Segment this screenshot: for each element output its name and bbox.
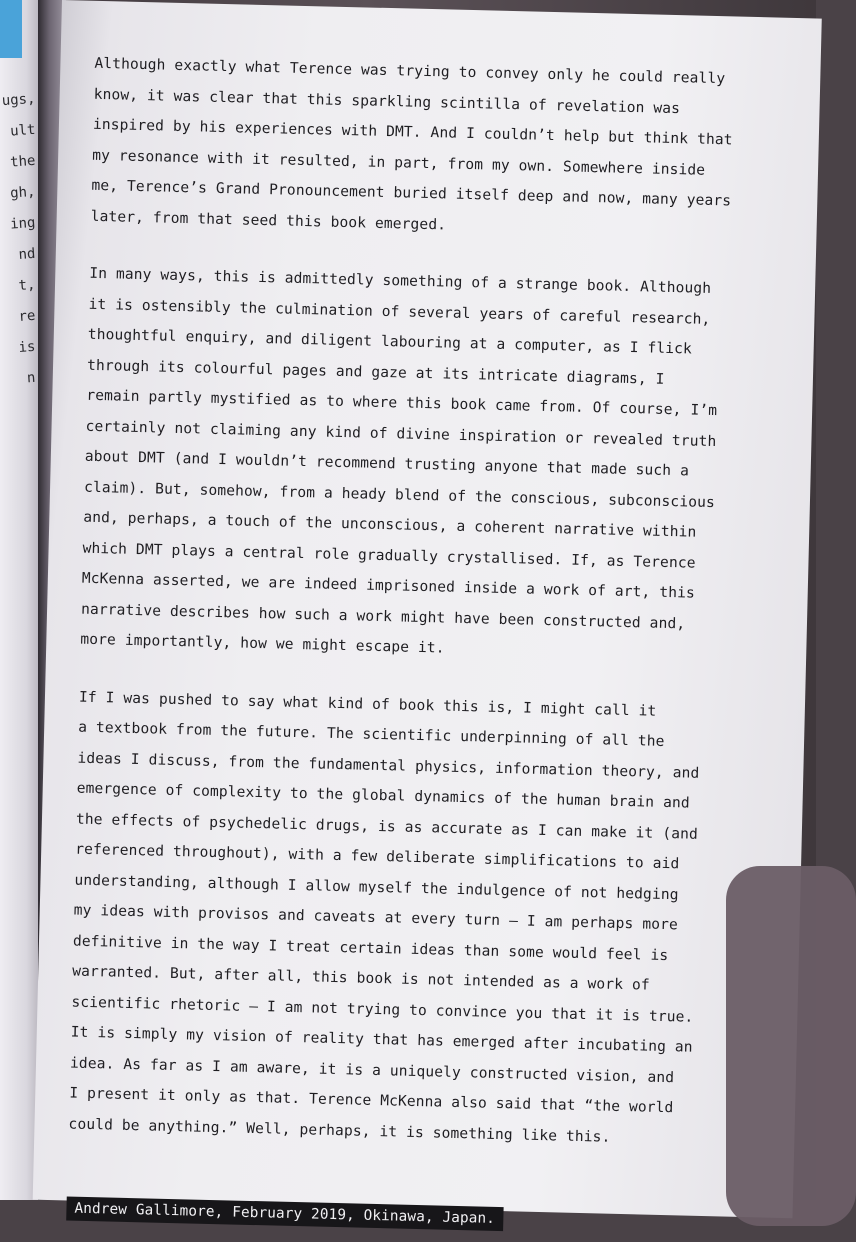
text-line: claim). But, somehow, from a heady blend of the conscious, subconscious — [83, 478, 716, 511]
text-line: through its colourful pages and gaze at its intricate diagrams, I — [86, 356, 665, 388]
finger-shadow — [726, 866, 856, 1226]
text-line: In many ways, this is admittedly something of a strange book. Although — [89, 264, 712, 297]
text-line: could be anything.” Well, perhaps, it is something like this. — [68, 1114, 611, 1146]
text-line: It is simply my vision of reality that has emerged after incubating an — [70, 1023, 693, 1056]
left-fragment: ing — [9, 214, 36, 233]
text-line: a textbook from the future. The scientific underpinning of all the — [78, 718, 665, 750]
text-line: scientific rhetoric – I am not trying to convince you that it is true. — [71, 993, 694, 1026]
paragraph-2 — [80, 259, 753, 672]
text-line: my resonance with it resulted, in part, from my own. Somewhere inside — [92, 146, 706, 179]
text-line: about DMT (and I wouldn’t recommend trusting anyone that made such a — [84, 447, 690, 480]
text-line: more importantly, how we might escape it. — [80, 630, 445, 657]
left-fragment: nd — [18, 245, 36, 263]
text-line: referenced throughout), with a few deliberate simplifications to aid — [75, 840, 680, 873]
left-fragment: ult — [9, 121, 36, 140]
text-line: inspired by his experiences with DMT. And I couldn’t help but think that — [92, 115, 733, 149]
text-line: and, perhaps, a touch of the unconscious, a coherent narrative within — [83, 508, 697, 541]
left-page-text-fragments — [0, 92, 38, 402]
text-line: it is ostensibly the culmination of several years of careful research, — [88, 295, 711, 328]
text-line: ideas I discuss, from the fundamental physics, information theory, and — [77, 749, 700, 782]
text-line: my ideas with provisos and caveats at every turn – I am perhaps more — [73, 901, 679, 934]
text-line: warranted. But, after all, this book is not intended as a work of — [72, 962, 650, 994]
paragraph-1 — [90, 49, 758, 248]
left-fragment: n — [26, 369, 36, 387]
text-line: emergence of complexity to the global dynamics of the human brain and — [76, 779, 690, 812]
text-line: narrative describes how such a work might have been constructed and, — [80, 600, 686, 632]
text-line: definitive in the way I treat certain ideas than some would feel is — [72, 932, 669, 964]
paragraph-3 — [68, 682, 743, 1156]
book-page — [33, 0, 822, 1227]
left-fragment: re — [18, 307, 36, 325]
left-fragment: is — [18, 338, 36, 356]
text-line: know, it was clear that this sparkling scintilla of revelation was — [93, 85, 681, 117]
text-line: certainly not claiming any kind of divine inspiration or revealed truth — [85, 417, 717, 450]
text-line: later, from that seed this book emerged. — [90, 207, 447, 233]
text-line: which DMT plays a central role gradually crystallised. If, as Terence — [82, 539, 696, 572]
left-fragment: gh, — [9, 183, 36, 202]
text-line: Although exactly what Terence was trying to convey only he could really — [94, 54, 726, 88]
left-page-blue-tab — [0, 0, 22, 58]
text-line: remain partly mystified as to where this book came from. Of course, I’m — [86, 386, 718, 420]
text-line: the effects of psychedelic drugs, is as accurate as I can make it (and — [75, 810, 699, 843]
left-fragment: t, — [18, 276, 36, 294]
text-line: I present it only as that. Terence McKenna also said that “the world — [69, 1084, 674, 1117]
text-line: thoughtful enquiry, and diligent labouring at a computer, as I flick — [87, 325, 693, 358]
text-line: understanding, although I allow myself the indulgence of not hedging — [74, 871, 679, 903]
left-fragment: ugs, — [1, 90, 36, 110]
left-page-edge — [0, 0, 38, 1200]
text-line: McKenna asserted, we are indeed imprisoned inside a work of art, this — [81, 569, 696, 602]
author-signature: Andrew Gallimore, February 2019, Okinawa, Japan. — [66, 1196, 503, 1231]
text-line: me, Terence’s Grand Pronouncement buried itself deep and now, many years — [91, 176, 732, 210]
page-text — [66, 49, 759, 1240]
text-line: If I was pushed to say what kind of book this is, I might call it — [78, 688, 657, 720]
left-fragment: the — [9, 152, 36, 171]
text-line: idea. As far as I am aware, it is a uniquely constructed vision, and — [69, 1054, 675, 1086]
